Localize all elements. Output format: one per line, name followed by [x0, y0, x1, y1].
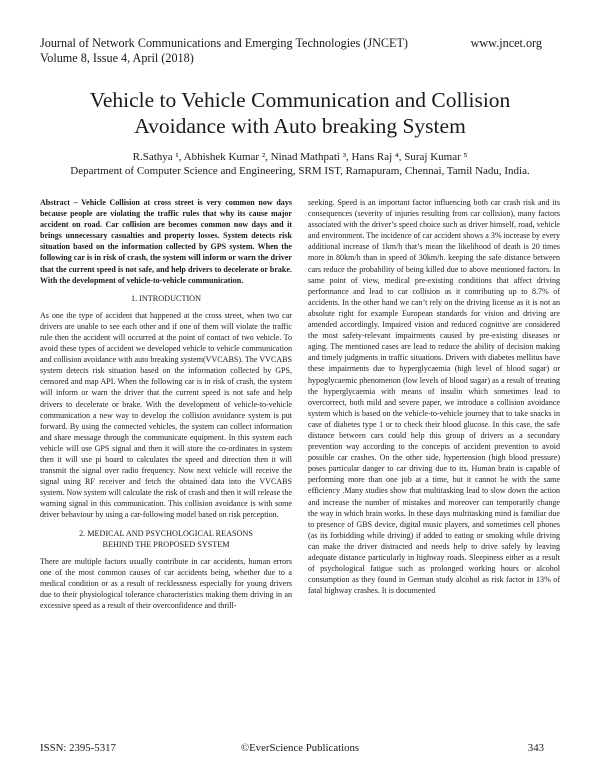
journal-header: [40, 36, 460, 66]
author-list: R.Sathya ¹, Abhishek Kumar ², Ninad Mathpati ³, Hans Raj ⁴, Suraj Kumar ⁵: [132, 151, 468, 163]
section-1-heading: 1. INTRODUCTION: [130, 293, 202, 303]
paper-title: [40, 87, 560, 139]
footer-issn: ISSN: 2395-5317: [40, 742, 116, 754]
journal-name: Journal of Network Communications and Emerging Technologies (JNCET): [40, 36, 408, 50]
title-line-1: Vehicle to Vehicle Communication and Collision: [89, 88, 511, 112]
section-1-body: As one the type of accident that happened at the cross street, when two car drivers are unable to see each other and if one of them will violate the traffic rule then the accident will occurred at the point of contact of two vehicle. To avoid these types of accident we developed vehicle to vehicle communication and collision avoidance with auto breaking system(VVCABS). The VVCABS system detects risk situation based on the information collected by GPS, censored and map API. When the following car is in risk of crash, the system will inform or warn the driver that the current speed is not safe and help drivers to decelerate or brake. With the development of vehicle-to-vehicle communication a new way to develop the collision avoidance system is put forward. By using the connected vehicles, the system can collect information and share message through the communicate equipment. In this system each vehicle will use GPS signal and then it will store the co-ordinates in system then it will use pi board to calculates the speed and direction then it will transmit the signal over radio frequency. Now next vehicle will receive the signal using RF receiver and fetch the obtained data into the VVCABS system. Now system will calculate the risk of crash and then it will release the warning signal in this communication. This collision avoidance is with some driver behaviour by using a car-following model based on risk perception.: [40, 310, 292, 520]
section-2-heading-line-2: BEHIND THE PROPOSED SYSTEM: [102, 539, 230, 549]
journal-issue: Volume 8, Issue 4, April (2018): [40, 51, 194, 65]
section-2-body: There are multiple factors usually contribute in car accidents, human errors one of the most common causes of car accidents being, whether due to a medical condition or as a result of recklessness especially for young drivers due to their physiological tolerance characteristics making them driving in an excessive speed as a result of their overconfidence and thrill-: [40, 556, 292, 610]
title-line-2: Avoidance with Auto breaking System: [134, 114, 466, 138]
journal-website[interactable]: www.jncet.org: [470, 36, 542, 50]
abstract: Abstract – Vehicle Collision at cross street is very common now days because people are violating the traffic rules that why its cause major accident on road. Car collision are becomes common now days and it brings unnecessary casualties and property losses. System detects risk situation based on the information collected by GPS system. When the following car is in risk of crash, the system will inform or warn the driver that the current speed is not safe, and help drivers to decelerate or brake. With the development of vehicle-to-vehicle communication.: [40, 198, 292, 285]
footer-publisher: ©EverScience Publications: [240, 742, 360, 754]
left-column: [40, 197, 292, 611]
author-block: [40, 150, 560, 178]
page-number: 343: [527, 742, 544, 754]
section-2-heading-line-1: 2. MEDICAL AND PSYCHOLOGICAL REASONS: [79, 528, 253, 538]
section-2-body-continued: seeking. Speed is an important factor influencing both car crash risk and its consequences (severity of injuries resulting from car collision), many factors associated with the driver’s speed choice such as driver himself, road, vehicle and environment. The incidence of car accident shows a 3% increase by every additional increase of 1km/h that’s mean the likelihood of death is 20 times more in 80km/h than in speed of 30km/h. keeping the safe distance between cars reduce the probability of being killed due to above mentioned factors. In same point of view, medical pre-existing conditions that affect driving performance and lead to car collision as it contributing up to 8.7% of accidents. In the other hand we can’t rely on the driving license as it is not an absolute right for example European standards for vision and driving are amended accordingly. Impaired vision and reduced cognitive are considered the most safety-relevant impairments caused by pre-existing diseases or aging. The mentioned cases are lead to reduce the ability of decision making and timely judgments in traffic situations. Drivers with diabetes mellitus have these impairments due to hyperglycaemia (high level of blood sugar) or hypoglycaemic phenomenon (low levels of blood sugar) as a result of treating the hyperglycaemia with means of insulin which sometimes lead to overcorrect, both mild and severe paper, we introduce a collision avoidance system which is based on the vehicle-to-vehicle journey that to take snacks in case of diabetes type 1 or to check their blood glucose. In this case, the safe distance between cars could help this group of drivers as a secondary prevention way according to the concepts of accident prevention to avoid possible car crashes. On the other side, hypertension (high blood pressure) poses particular danger to car driving due to its. Human brain is capable of performing more than one job at a time, but it cannot be with the same efficiency .Many studies show that multitasking lead to slow down the action and increase the number of mistakes and moreover can temporarily change the way in which brain works. In these days multitasking mind is familiar due to presence of GBS device, digital music players, and sometimes cell phones (as its forbidding while driving) if added to eating or smoking while driving can make the driver distracted and needs help to drive safely by leaving adequate distance particularly in highway roads. Sleepiness either as a result of psychological fatigue such as prolonged working hours or alcohol consumption as they found in German study alcohol as risk factor in 13% of fatal highway crashes. It is documented: [308, 198, 560, 596]
right-column: [308, 197, 560, 596]
section-2-heading: [40, 528, 292, 550]
author-affiliation: Department of Computer Science and Engineering, SRM IST, Ramapuram, Chennai, Tamil Nadu, India.: [70, 165, 530, 177]
